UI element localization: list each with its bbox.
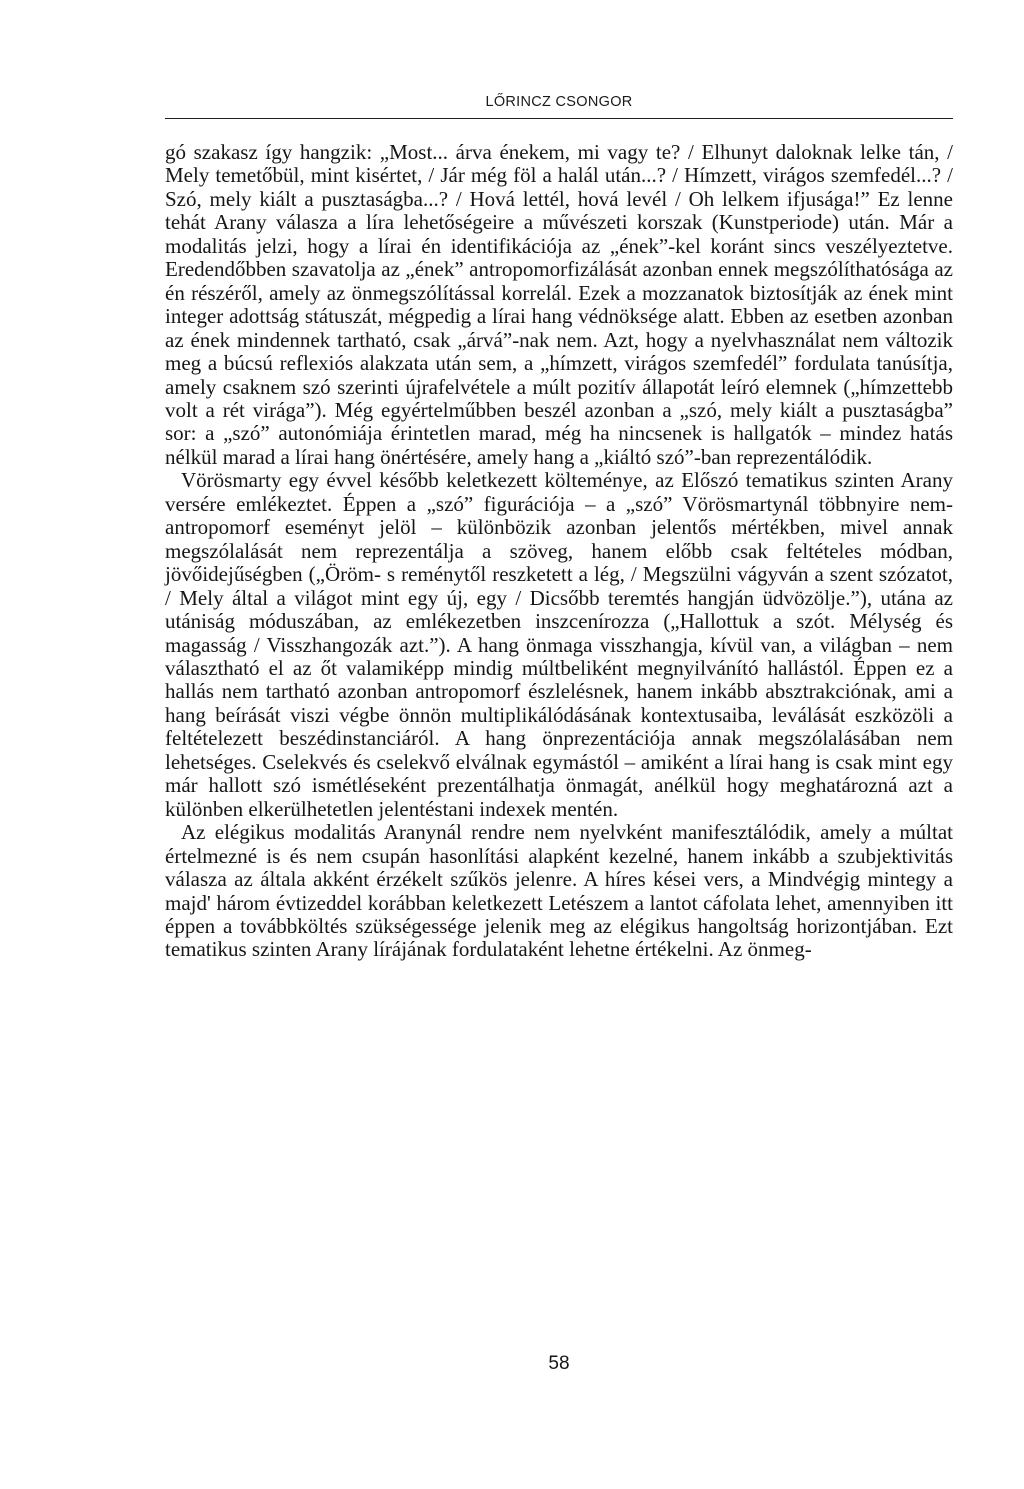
paragraph-2: Vörösmarty egy évvel később keletkezett költeménye, az Előszó tematikus szinten Arany versére emlékeztet. Éppen a „szó” figurációja – a „szó” Vörösmartynál többnyire nem-antropomorf eseményt jelöl – különbözik azonban jelentős mértékben, mivel annak megszólalását nem reprezentálja a szöveg, hanem előbb csak feltételes módban, jövőidejűségben („Öröm- s reménytől reszketett a lég, / Megszülni vágyván a szent szózatot, / Mely által a világot mint egy új, egy / Dicsőbb teremtés hangján üdvözölje.”), utána az utániság móduszában, az emlékezetben inszcenírozza („Hallottuk a szót. Mélység és magasság / Visszhangozák azt.”). A hang önmaga visszhangja, kívül van, a világban – nem választható el az őt valamiképp mindig múltbeliként megnyilvánító hallástól. Éppen ez a hallás nem tartható azonban antropomorf észlelésnek, hanem inkább absztrakciónak, ami a hang beírását viszi végbe önnön multiplikálódásának kontextusaiba, leválását eszközöli a feltételezett beszédinstanciáról. A hang önprezentációja annak megszólalásában nem lehetséges. Cselekvés és cselekvő elválnak egymástól – amiként a lírai hang is csak mint egy már hallott szó ismétléseként prezentálhatja önmagát, anélkül hogy meghatározná azt a különben elkerülhetetlen jelentéstani indexek mentén. — [165, 468, 953, 821]
paragraph-3: Az elégikus modalitás Aranynál rendre nem nyelvként manifesztálódik, amely a múltat értelmezné is és nem csupán hasonlítási alapként kezelné, hanem inkább a szubjektivitás válasza az általa akként érzékelt szűkös jelenre. A híres kései vers, a Mindvégig mintegy a majd' három évtizeddel korábban keletkezett Letészem a lantot cáfolata lehet, amennyiben itt éppen a továbbköltés szükségessége jelenik meg az elégikus hangoltság horizontjában. Ezt tematikus szinten Arany lírájának fordulataként lehetne értékelni. Az önmeg- — [165, 820, 953, 962]
paragraph-1: gó szakasz így hangzik: „Most... árva énekem, mi vagy te? / Elhunyt daloknak lelke tán, / Mely temetőbül, mint kisértet, / Jár még föl a halál után...? / Hímzett, virágos szemfedél...? / Szó, mely kiált a pusztaságba...? / Hová lettél, hová levél / Oh lelkem ifjusága!” Ez lenne tehát Arany válasza a líra lehetőségeire a művészeti korszak (Kunstperiode) után. Már a modalitás jelzi, hogy a lírai én identifikációja az „ének”-kel koránt sincs veszélyeztetve. Eredendőbben szavatolja az „ének” antropomorfizálását azonban ennek megszólíthatósága az én részéről, amely az önmegszólítással korrelál. Ezek a mozzanatok biztosítják az ének mint integer adottság státuszát, mégpedig a lírai hang védnöksége alatt. Ebben az esetben azonban az ének mindennek tartható, csak „árvá”-nak nem. Azt, hogy a nyelvhasználat nem változik meg a búcsú reflexiós alakzata után sem, a „hímzett, virágos szemfedél” fordulata tanúsítja, amely csaknem szó szerinti újrafelvétele a múlt pozitív állapotát leíró elemnek („hímzettebb volt a rét virága”). Még egyértelműbben beszél azonban a „szó, mely kiált a pusztaságba” sor: a „szó” autonómiája érintetlen marad, még ha nincsenek is hallgatók – mindez hatás nélkül marad a lírai hang önértésére, amely hang a „kiáltó szó”-ban reprezentálódik. — [165, 140, 953, 469]
page-number: 58 — [548, 1353, 570, 1374]
running-head: LŐRINCZ CSONGOR — [485, 94, 633, 110]
header-rule — [165, 118, 953, 119]
body-text — [165, 141, 953, 962]
